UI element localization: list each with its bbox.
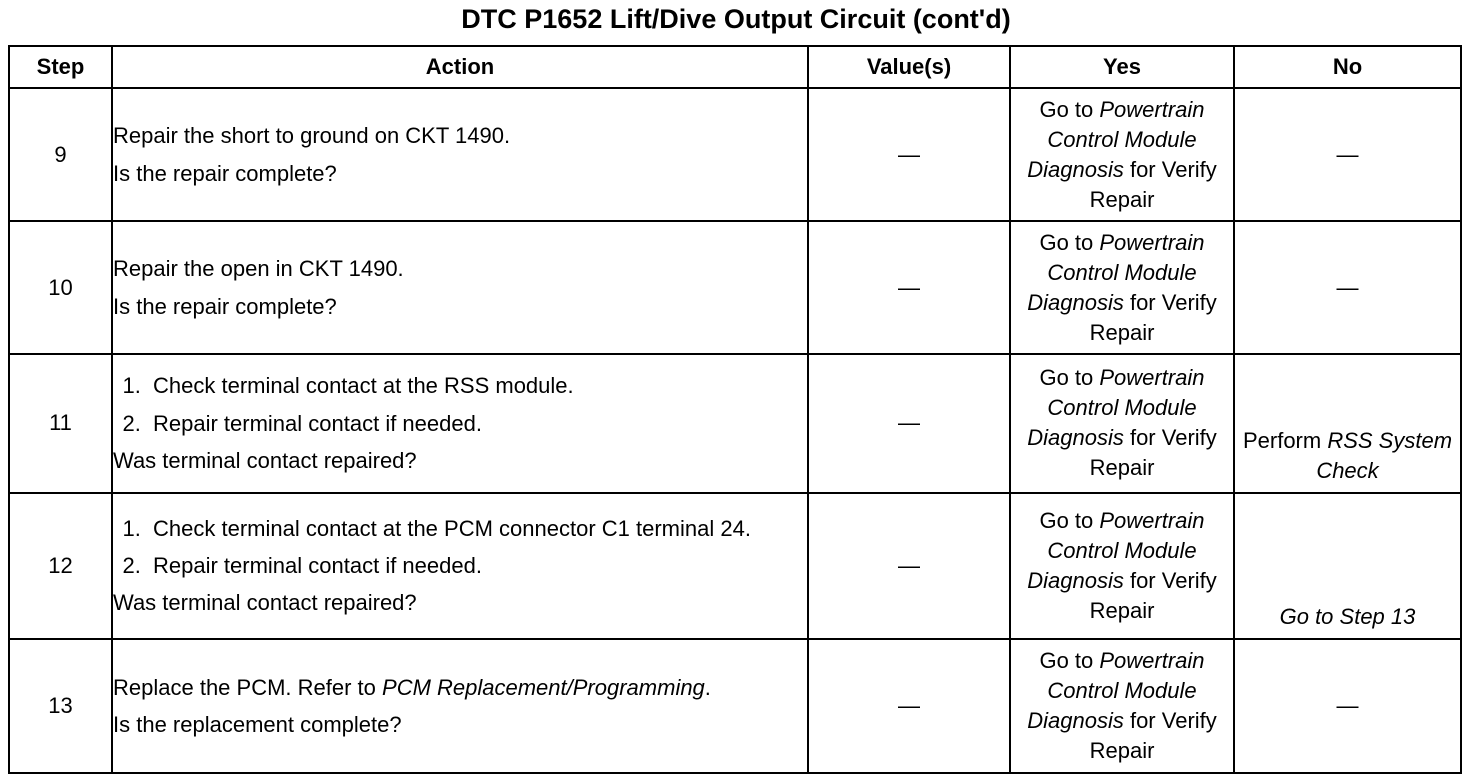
table-row (9, 354, 1461, 492)
step-number: 12 (9, 493, 112, 639)
action-cell (112, 88, 808, 221)
go-to-step-13-link: Go to Step 13 (1279, 603, 1416, 629)
column-header-no: No (1234, 46, 1461, 88)
list-item: 1. Check terminal contact at the RSS module. (147, 367, 807, 404)
yes-cell: Go to Powertrain Control Module Diagnosis for Verify Repair (1010, 221, 1234, 354)
action-cell (112, 493, 808, 639)
page-title: DTC P1652 Lift/Dive Output Circuit (cont'd) (461, 4, 1011, 34)
action-cell (112, 221, 808, 354)
action-text: Replace the PCM. Refer to PCM Replacement/Programming. (113, 674, 711, 700)
no-cell: Perform RSS System Check (1234, 354, 1461, 492)
table-header-row (9, 46, 1461, 88)
value-cell: — (808, 354, 1010, 492)
value-cell: — (808, 493, 1010, 639)
rss-system-check-link: RSS System Check (1316, 427, 1453, 483)
no-cell: — (1234, 639, 1461, 773)
column-header-values: Value(s) (808, 46, 1010, 88)
action-cell (112, 354, 808, 492)
diagnostic-table (8, 45, 1462, 774)
step-number: 9 (9, 88, 112, 221)
column-header-yes: Yes (1010, 46, 1234, 88)
list-item: 1. Check terminal contact at the PCM connector C1 terminal 24. (147, 510, 807, 547)
value-cell: — (808, 221, 1010, 354)
step-number: 11 (9, 354, 112, 492)
value-cell: — (808, 88, 1010, 221)
action-question: Is the replacement complete? (113, 711, 402, 737)
no-cell: — (1234, 221, 1461, 354)
action-question: Is the repair complete? (113, 160, 337, 186)
no-cell: — (1234, 88, 1461, 221)
step-number: 10 (9, 221, 112, 354)
column-header-action: Action (112, 46, 808, 88)
action-steps-list (113, 367, 807, 442)
action-text: Repair the open in CKT 1490. (113, 256, 404, 282)
table-row (9, 88, 1461, 221)
yes-cell: Go to Powertrain Control Module Diagnosis for Verify Repair (1010, 88, 1234, 221)
action-question: Was terminal contact repaired? (113, 448, 417, 474)
yes-cell: Go to Powertrain Control Module Diagnosis for Verify Repair (1010, 493, 1234, 639)
table-row (9, 639, 1461, 773)
action-text: Repair the short to ground on CKT 1490. (113, 123, 511, 149)
no-cell (1234, 493, 1461, 639)
table-row (9, 221, 1461, 354)
action-cell (112, 639, 808, 773)
list-item: 2. Repair terminal contact if needed. (147, 547, 807, 584)
action-question: Was terminal contact repaired? (113, 590, 417, 616)
column-header-step: Step (9, 46, 112, 88)
action-question: Is the repair complete? (113, 293, 337, 319)
value-cell: — (808, 639, 1010, 773)
action-steps-list (113, 510, 807, 585)
step-number: 13 (9, 639, 112, 773)
yes-cell: Go to Powertrain Control Module Diagnosis for Verify Repair (1010, 354, 1234, 492)
list-item: 2. Repair terminal contact if needed. (147, 405, 807, 442)
yes-cell: Go to Powertrain Control Module Diagnosis for Verify Repair (1010, 639, 1234, 773)
table-row (9, 493, 1461, 639)
